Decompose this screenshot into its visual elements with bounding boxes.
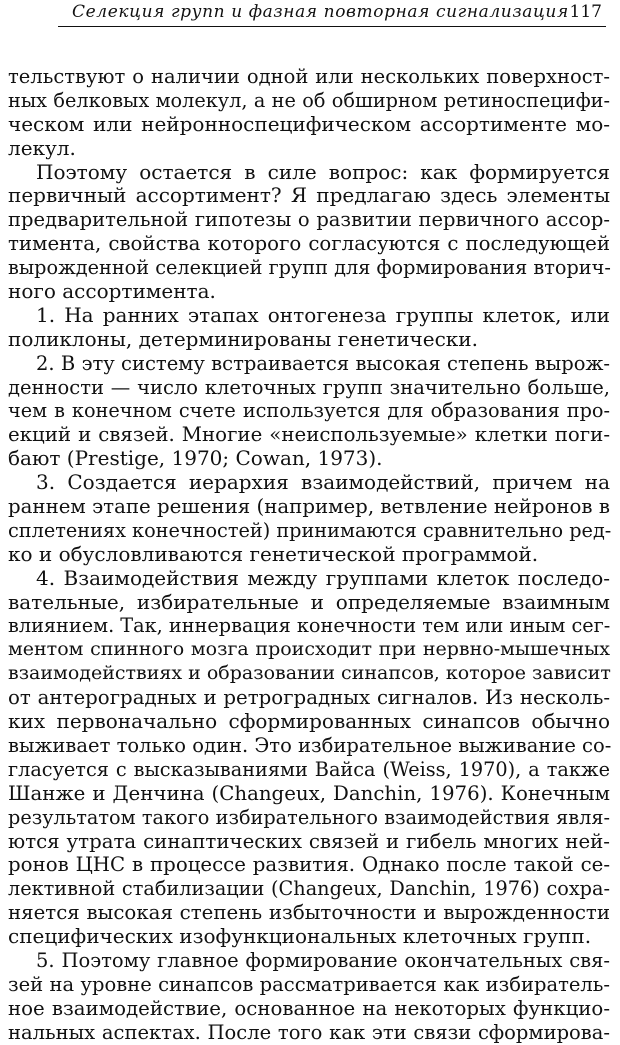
text-line: ное взаимодействие, основанное на некоторых функцио- bbox=[8, 996, 610, 1020]
text-line: 5. Поэтому главное формирование окончательных свя- bbox=[36, 948, 610, 972]
text-line: первичный ассортимент? Я предлагаю здесь элементы bbox=[8, 183, 610, 208]
text-line: взаимодействиях и образовании синапсов, которое зависит bbox=[8, 662, 611, 685]
text-line: 4. Взаимодействия между группами клеток последо- bbox=[36, 565, 610, 590]
text-line: денности — число клеточных групп значительно больше, bbox=[8, 375, 610, 399]
text-line: результатом такого избирательного взаимодействия явля- bbox=[8, 805, 610, 829]
text-line: ются утрата синаптических связей и гибель многих ней- bbox=[8, 829, 610, 853]
text-line: вырожденной селекцией групп для формирования вторич- bbox=[8, 256, 611, 280]
body-text bbox=[8, 65, 610, 1045]
text-line: 1. На ранних этапах онтогенеза группы клеток, или bbox=[36, 302, 610, 327]
text-line: чем в конечном счете используется для образования про- bbox=[8, 399, 610, 423]
text-line: поликлоны, детерминированы генетически. bbox=[8, 326, 478, 351]
text-line: раннем этапе решения (например, ветвление нейронов в bbox=[8, 495, 610, 519]
text-line: бают (Prestige, 1970; Cowan, 1973). bbox=[8, 446, 383, 471]
text-line: ких первоначально сформированных синапсов обычно bbox=[8, 709, 610, 734]
text-line: екций и связей. Многие «неиспользуемые» клетки поги- bbox=[8, 423, 610, 447]
text-line: тельствуют о наличии одной или нескольких поверхност- bbox=[8, 65, 610, 88]
text-line: ных белковых молекул, а не об обширном ретиноспецифи- bbox=[8, 88, 610, 112]
text-line: предварительной гипотезы о развитии первичного ассор- bbox=[8, 208, 610, 232]
text-line: зей на уровне синапсов рассматривается как избиратель- bbox=[8, 972, 610, 996]
text-line: тимента, свойства которого согласуются с последующей bbox=[8, 232, 610, 256]
text-line: 2. В эту систему встраивается высокая степень вырож- bbox=[36, 351, 610, 375]
text-line: от антероградных и ретроградных сигналов. Из несколь- bbox=[8, 686, 610, 710]
text-line: ко и обусловливаются генетической программой. bbox=[8, 541, 539, 566]
text-line: гласуется с высказываниями Вайса (Weiss, 1970), а также bbox=[8, 757, 610, 781]
page-number: 117 bbox=[569, 2, 602, 22]
text-line: ментом спинного мозга происходит при нервно-мышечных bbox=[8, 638, 610, 661]
text-line: вательные, избирательные и определяемые взаимным bbox=[8, 589, 610, 614]
running-header bbox=[58, 0, 606, 27]
text-line: выживает только один. Это избирательное выживание со- bbox=[8, 733, 612, 757]
text-line: ческом или нейронноспецифическом ассортименте мо- bbox=[8, 111, 610, 136]
text-line: няется высокая степень избыточности и вырожденности bbox=[8, 901, 610, 925]
text-line: нальных аспектах. После того как эти связи сформирова- bbox=[8, 1020, 610, 1044]
running-title: Селекция групп и фазная повторная сигнализация bbox=[72, 2, 569, 22]
text-line: Шанже и Денчина (Changeux, Danchin, 1976). Конечным bbox=[8, 781, 610, 805]
text-line: 3. Создается иерархия взаимодействий, причем на bbox=[36, 470, 610, 495]
text-line: лекул. bbox=[8, 135, 76, 160]
text-line: специфических изофункциональных клеточных групп. bbox=[8, 924, 592, 949]
text-line: лективной стабилизации (Changeux, Danchin, 1976) сохра- bbox=[8, 877, 610, 901]
text-line: ного ассортимента. bbox=[8, 279, 216, 304]
text-line: Поэтому остается в силе вопрос: как формируется bbox=[36, 159, 610, 184]
text-line: влиянием. Так, иннервация конечности тем или иным сег- bbox=[8, 614, 611, 638]
text-line: сплетениях конечностей) принимаются сравнительно ред- bbox=[8, 518, 612, 542]
text-line: ронов ЦНС в процессе развития. Однако после такой се- bbox=[8, 853, 610, 877]
